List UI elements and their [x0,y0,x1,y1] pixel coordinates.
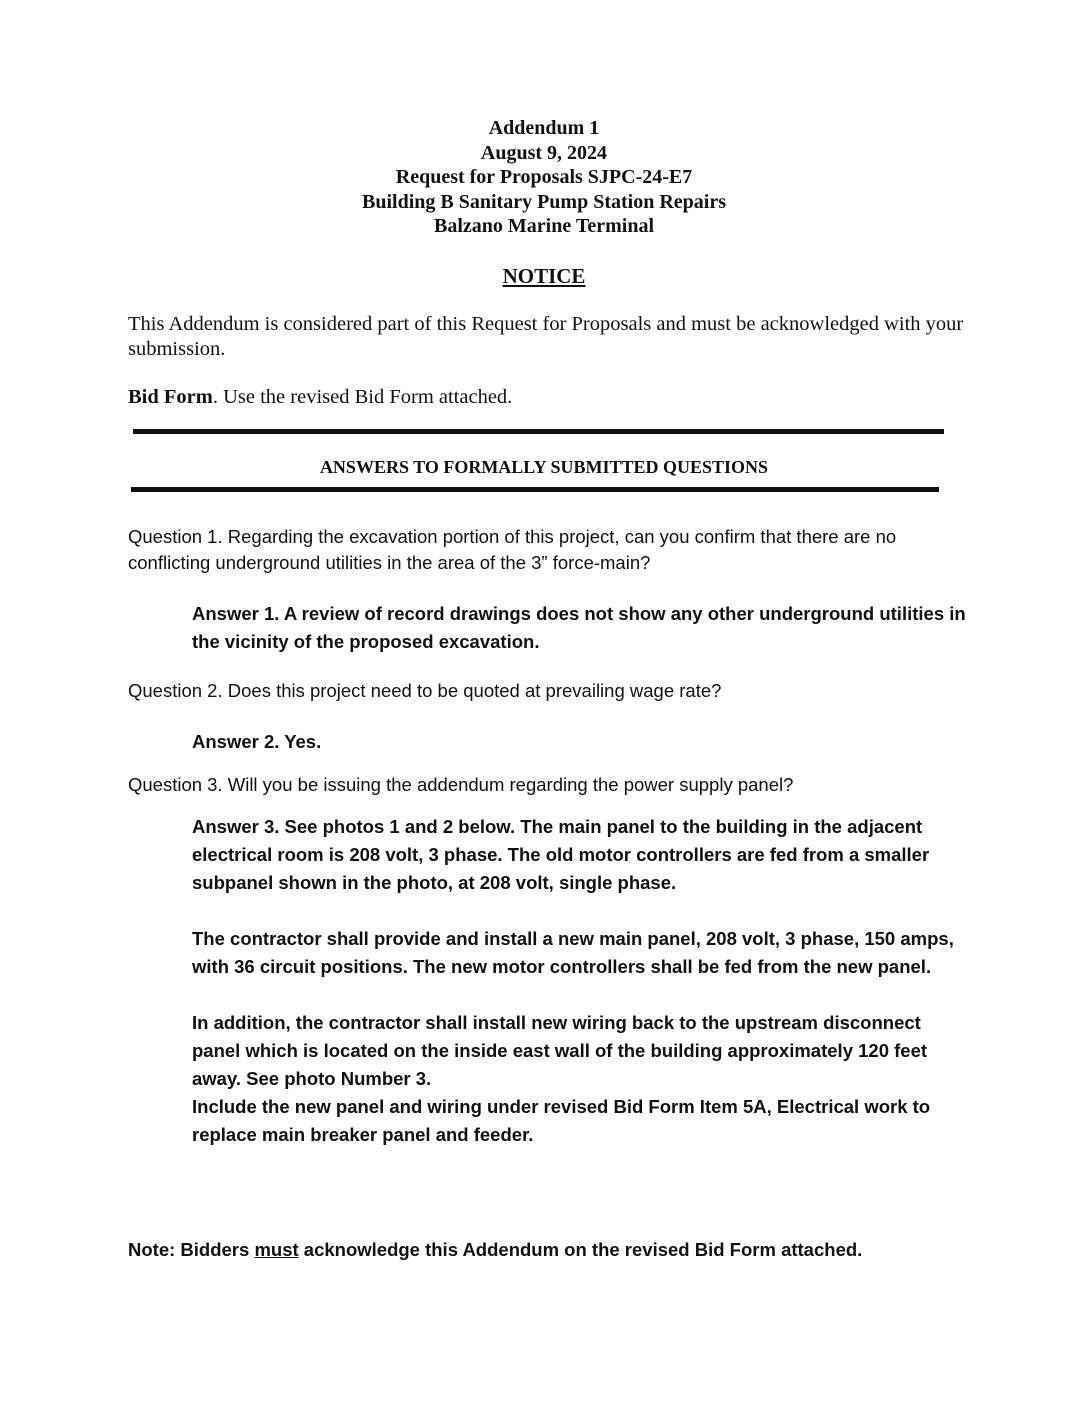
question-2: Question 2. Does this project need to be quoted at prevailing wage rate? [128,680,722,701]
note-prefix: Note: Bidders [128,1239,255,1260]
answer-3 [192,813,972,1149]
question-1: Question 1. Regarding the excavation portion of this project, can you confirm that there are no conflicting underground utilities in the area of the 3” force-main? [128,526,897,573]
answer-2 [192,728,972,756]
bid-form-label: Bid Form [128,386,213,408]
document-header [0,116,1088,239]
answer-3-paragraph-4: Include the new panel and wiring under revised Bid Form Item 5A, Electrical work to replace main breaker panel and feeder. [192,1096,931,1145]
answer-3-paragraph-1: Answer 3. See photos 1 and 2 below. The main panel to the building in the adjacent electrical room is 208 volt, 3 phase. The old motor controllers are fed from a smaller subpanel shown in the photo, at 208 volt, single phase. [192,816,930,893]
answer-3-paragraph-2: The contractor shall provide and install a new main panel, 208 volt, 3 phase, 150 amps, with 36 circuit positions. The new motor controllers shall be fed from the new panel. [192,928,954,977]
question-3: Question 3. Will you be issuing the addendum regarding the power supply panel? [128,774,794,795]
addendum-date: August 9, 2024 [480,141,608,164]
bid-form-text: . Use the revised Bid Form attached. [212,386,513,408]
note-emphasis: must [254,1239,299,1260]
answer-1-text: Answer 1. A review of record drawings does not show any other underground utilities in the vicinity of the proposed excavation. [192,603,966,652]
note-suffix: acknowledge this Addendum on the revised Bid Form attached. [298,1239,863,1260]
closing-note [128,1237,1028,1263]
answer-3-paragraph-3: In addition, the contractor shall install new wiring back to the upstream disconnect panel which is located on the inside east wall of the building approximately 120 feet away. See photo Number 3. [192,1012,928,1089]
section-title: ANSWERS TO FORMALLY SUBMITTED QUESTIONS [319,457,769,477]
addendum-number: Addendum 1 [488,117,600,139]
project-title: Building B Sanitary Pump Station Repairs [362,190,726,213]
top-divider [133,429,944,434]
answer-1 [192,600,972,656]
answer-2-text: Answer 2. Yes. [192,731,322,752]
bid-form-line [128,385,968,410]
rfp-number: Request for Proposals SJPC-24-E7 [395,166,693,188]
notice-heading: NOTICE [502,264,586,288]
bottom-divider [131,487,939,492]
notice-body: This Addendum is considered part of this Request for Proposals and must be acknowledged with your submission. [128,313,964,360]
project-location: Balzano Marine Terminal [434,215,654,237]
